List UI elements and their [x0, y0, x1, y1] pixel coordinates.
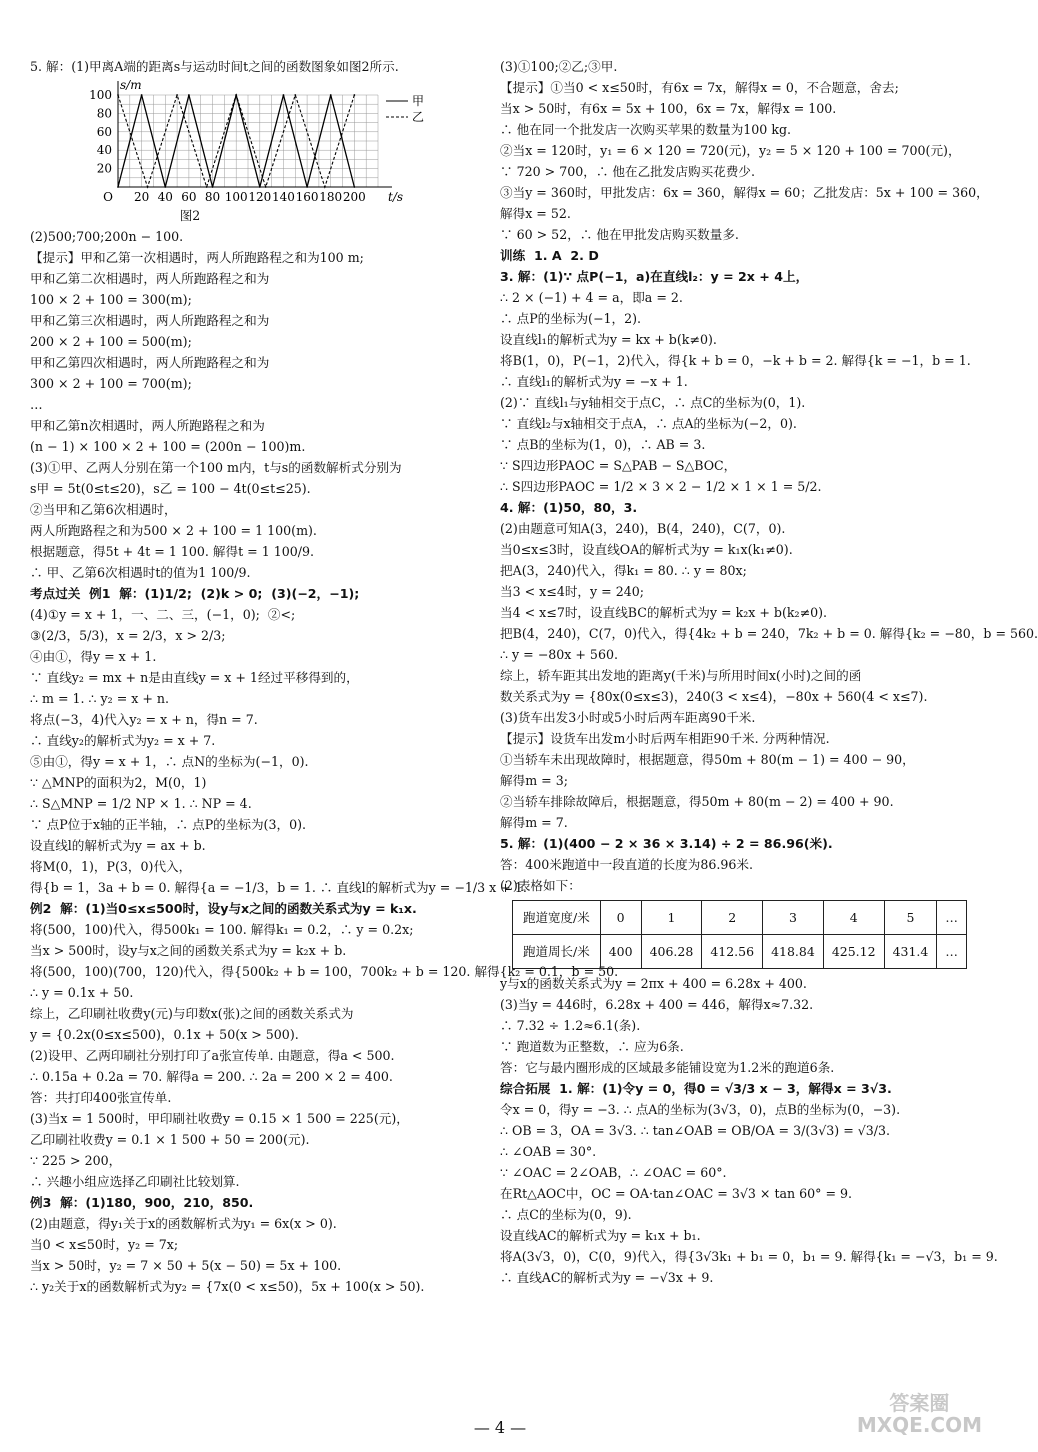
text-line: 综上，乙印刷社收费y(元)与印数x(张)之间的函数关系式为	[30, 1006, 354, 1021]
text-line: (4)①y = x + 1，一、二、三，(−1，0); ②<;	[30, 607, 296, 622]
table-cell: 跑道周长/米	[513, 935, 601, 969]
text-line: ③当y = 360时，甲批发店：6x = 360，解得x = 60；乙批发店：5x + 100 = 360，	[500, 185, 989, 200]
x-tick-label: 200	[342, 190, 366, 204]
text-line: (2)由题意，得y₁关于x的函数解析式为y₁ = 6x(x > 0).	[30, 1216, 337, 1231]
text-line: 4. 解：(1)50，80，3.	[500, 500, 638, 515]
data-point	[164, 186, 166, 188]
watermark-logo: 答案圈 MXQE.COM	[856, 1391, 982, 1437]
text-line: 300 × 2 + 100 = 700(m);	[30, 376, 192, 391]
x-tick-label: 120	[248, 190, 272, 204]
x-tick-label: 160	[295, 190, 319, 204]
x-tick-label: O	[103, 190, 113, 204]
data-point	[117, 94, 119, 96]
text-line: ④由①，得y = x + 1.	[30, 649, 157, 664]
text-line: ∴ S四边形PAOC = 1/2 × 3 × 2 − 1/2 × 1 × 1 = 5/2.	[500, 479, 822, 494]
text-line: 200 × 2 + 100 = 500(m);	[30, 334, 192, 349]
text-line: ③(2/3，5/3)，x = 2/3，x > 2/3;	[30, 628, 226, 643]
text-line: ∴ 他在同一个批发店一次购买苹果的数量为100 kg.	[500, 122, 792, 137]
text-line: 当x > 500时，设y与x之间的函数关系式为y = k₂x + b.	[30, 943, 347, 958]
text-line: 解得x = 52.	[500, 206, 571, 221]
text-line: 当0≤x≤3时，设直线OA的解析式为y = k₁x(k₁≠0).	[500, 542, 793, 557]
text-line: ∴ y = −80x + 560.	[500, 647, 618, 662]
track-table	[512, 900, 967, 969]
text-line: ∵ 跑道数为正整数，∴ 应为6条.	[500, 1039, 684, 1054]
text-line: 综上，轿车距其出发地的距离y(千米)与所用时间x(小时)之间的函	[500, 668, 862, 683]
data-point	[353, 94, 355, 96]
figure-caption: 图2	[179, 208, 201, 223]
text-line: ∵ 直线l₂与x轴相交于点A，∴ 点A的坐标为(−2，0).	[500, 416, 797, 431]
y-tick-label: 20	[96, 161, 112, 176]
text-line: 当0 < x≤50时，y₂ = 7x;	[30, 1237, 179, 1252]
text-line: 解得m = 3;	[500, 773, 568, 788]
data-point	[117, 186, 119, 188]
table-cell: 0	[600, 901, 641, 935]
data-point	[353, 186, 355, 188]
text-line: ②当轿车排除故障后，根据题意，得50m + 80(m − 2) = 400 + 90.	[500, 794, 894, 809]
text-line: 将A(3√3，0)，C(0，9)代入，得{3√3k₁ + b₁ = 0，b₁ = 9. 解得{k₁ = −√3，b₁ = 9.	[500, 1249, 998, 1264]
text-line: ∴ 点P的坐标为(−1，2).	[500, 311, 642, 326]
text-line: 甲和乙第四次相遇时，两人所跑路程之和为	[30, 355, 270, 370]
text-line: 3. 解：(1)∵ 点P(−1，a)在直线l₂：y = 2x + 4上，	[500, 269, 809, 284]
text-line: 将点(−3，4)代入y₂ = x + n，得n = 7.	[30, 712, 258, 727]
text-line: 训练 1. A 2. D	[500, 248, 599, 263]
table-cell: 431.4	[884, 935, 937, 969]
table-cell: 1	[641, 901, 702, 935]
legend-label: 甲	[412, 94, 425, 108]
y-axis-label: s/m	[120, 78, 142, 92]
data-point	[188, 94, 190, 96]
table-cell: 3	[763, 901, 824, 935]
text-line: 在Rt△AOC中，OC = OA·tan∠OAC = 3√3 × tan 60° = 9.	[500, 1186, 853, 1201]
text-line: (2)设甲、乙两印刷社分别打印了a张宣传单. 由题意，得a < 500.	[30, 1048, 395, 1063]
data-point	[141, 94, 143, 96]
x-tick-label: 20	[133, 190, 150, 204]
text-line: ∴ ∠OAB = 30°.	[500, 1144, 597, 1159]
text-line: 当x > 50时，y₂ = 7 × 50 + 5(x − 50) = 5x + 100.	[30, 1258, 342, 1273]
text-line: 将(500，100)(700，120)代入，得{500k₂ + b = 100，700k₂ + b = 120. 解得{k₂ = 0.1，b = 50.	[30, 964, 619, 979]
table-cell: …	[937, 935, 967, 969]
text-line: ①当轿车未出现故障时，根据题意，得50m + 80(m − 1) = 400 − 90，	[500, 752, 915, 767]
y-tick-label: 80	[96, 106, 112, 121]
text-line: ∵ 点P位于x轴的正半轴，∴ 点P的坐标为(3，0).	[30, 817, 307, 832]
text-line: 当3 < x≤4时，y = 240;	[500, 584, 644, 599]
line-chart	[30, 77, 482, 205]
table-cell: 5	[884, 901, 937, 935]
text-line: 得{b = 1，3a + b = 0. 解得{a = −1/3，b = 1. ∴ 直线l的解析式为y = −1/3 x + 1.	[30, 880, 527, 895]
x-tick-label: 60	[181, 190, 197, 204]
text-line: ∵ ∠OAC = 2∠OAB，∴ ∠OAC = 60°.	[500, 1165, 727, 1180]
right-column	[500, 56, 1038, 1288]
data-point	[294, 94, 296, 96]
text-line: ∴ 点C的坐标为(0，9).	[500, 1207, 632, 1222]
text-line: 两人所跑路程之和为500 × 2 + 100 = 1 100(m).	[30, 523, 317, 538]
table-cell: 425.12	[823, 935, 884, 969]
text-line: 甲和乙第三次相遇时，两人所跑路程之和为	[30, 313, 270, 328]
text-line: ∴ 直线AC的解析式为y = −√3x + 9.	[500, 1270, 714, 1285]
x-tick-label: 180	[319, 190, 343, 204]
text-line: (3)①甲、乙两人分别在第一个100 m内，t与s的函数解析式分别为	[30, 460, 402, 475]
text-line: ∴ OB = 3，OA = 3√3. ∴ tan∠OAB = OB/OA = 3/(3√3) = √3/3.	[500, 1123, 891, 1138]
table-row	[513, 901, 967, 935]
text-line: 设直线l₁的解析式为y = kx + b(k≠0).	[500, 332, 717, 347]
text-line: 答：它与最内圈形成的区域最多能铺设宽为1.2米的跑道6条.	[500, 1060, 835, 1075]
text-line: y = {0.2x(0≤x≤500)，0.1x + 50(x > 500).	[30, 1027, 299, 1042]
text-line: ∴ 甲、乙第6次相遇时t的值为1 100/9.	[30, 565, 251, 580]
data-point	[259, 186, 261, 188]
text-line: 【提示】甲和乙第一次相遇时，两人所跑路程之和为100 m;	[30, 250, 364, 265]
data-point	[265, 186, 267, 188]
text-line: 答：共打印400张宣传单.	[30, 1090, 172, 1105]
text-line: ∵ △MNP的面积为2，M(0，1)	[30, 775, 207, 790]
text-line: 考点过关 例1 解：(1)1/2; (2)k > 0; (3)(−2，−1);	[30, 586, 360, 601]
table-cell: 4	[823, 901, 884, 935]
text-line: 甲和乙第二次相遇时，两人所跑路程之和为	[30, 271, 270, 286]
text-line: ∴ y₂关于x的函数解析式为y₂ = {7x(0 < x≤50)，5x + 100(x > 50).	[30, 1279, 425, 1294]
text-line: ②当甲和乙第6次相遇时，	[30, 502, 177, 517]
text-line: 乙印刷社收费y = 0.1 × 1 500 + 50 = 200(元).	[30, 1132, 310, 1147]
page-number: — 4 —	[473, 1418, 527, 1437]
text-line: 答：400米跑道中一段直道的长度为86.96米.	[500, 857, 754, 872]
text-line: (2)表格如下：	[500, 878, 581, 893]
text-line: 当x > 50时，有6x = 5x + 100，6x = 7x，解得x = 100.	[500, 101, 837, 116]
figure-2-chart	[30, 77, 482, 205]
text-line: ∵ 225 > 200，	[30, 1153, 122, 1168]
text-line: 例3 解：(1)180，900，210，850.	[30, 1195, 254, 1210]
text-line: ∵ 直线y₂ = mx + n是由直线y = x + 1经过平移得到的，	[30, 670, 359, 685]
text-line: ∵ S四边形PAOC = S△PAB − S△BOC，	[500, 458, 737, 473]
x-tick-label: 140	[272, 190, 295, 204]
data-point	[306, 186, 308, 188]
data-point	[212, 186, 214, 188]
table-cell: 418.84	[763, 935, 824, 969]
data-point	[176, 94, 178, 96]
table-row	[513, 935, 967, 969]
text-line: (3)当x = 1 500时，甲印刷社收费y = 0.15 × 1 500 = 225(元)，	[30, 1111, 409, 1126]
text-line: 把B(4，240)，C(7，0)代入，得{4k₂ + b = 240，7k₂ + b = 0. 解得{k₂ = −80，b = 560.	[500, 626, 1038, 641]
x-tick-label: 100	[224, 190, 248, 204]
text-line: 根据题意，得5t + 4t = 1 100. 解得t = 1 100/9.	[30, 544, 315, 559]
data-point	[324, 186, 326, 188]
text-line: s甲 = 5t(0≤t≤20)，s乙 = 100 − 4t(0≤t≤25).	[30, 481, 311, 496]
text-line: 将M(0，1)，P(3，0)代入，	[30, 859, 192, 874]
text-line: 设直线l的解析式为y = ax + b.	[30, 838, 206, 853]
text-line: ∴ m = 1. ∴ y₂ = x + n.	[30, 691, 170, 706]
text-line: ∴ 直线y₂的解析式为y₂ = x + 7.	[30, 733, 216, 748]
text-line: ∴ 兴趣小组应选择乙印刷社比较划算.	[30, 1174, 240, 1189]
data-point	[330, 94, 332, 96]
text-line: …	[30, 397, 43, 412]
text-line: (3)①100;②乙;③甲.	[500, 59, 618, 74]
x-tick-label: 80	[204, 190, 221, 204]
y-tick-label: 40	[96, 143, 112, 158]
text-line: 设直线AC的解析式为y = k₁x + b₁.	[500, 1228, 701, 1243]
x-axis-label: t/s	[388, 190, 404, 204]
text-line: ②当x = 120时，y₁ = 6 × 120 = 720(元)，y₂ = 5 × 120 + 100 = 700(元)，	[500, 143, 961, 158]
text-line: 100 × 2 + 100 = 300(m);	[30, 292, 192, 307]
text-line: ∵ 60 > 52，∴ 他在甲批发店购买数量多.	[500, 227, 739, 242]
text-line: 数关系式为y = {80x(0≤x≤3)，240(3 < x≤4)，−80x + 560(4 < x≤7).	[500, 689, 928, 704]
table-cell: 跑道宽度/米	[513, 901, 601, 935]
text-line: 【提示】①当0 < x≤50时，有6x = 7x，解得x = 0，不合题意，舍去;	[500, 80, 899, 95]
text-line: (3)当y = 446时，6.28x + 400 = 446，解得x≈7.32.	[500, 997, 814, 1012]
data-point	[283, 94, 285, 96]
text-line: ∴ 2 × (−1) + 4 = a，即a = 2.	[500, 290, 683, 305]
text-line: ∴ S△MNP = 1/2 NP × 1. ∴ NP = 4.	[30, 796, 252, 811]
data-point	[147, 186, 149, 188]
table-cell: 400	[600, 935, 641, 969]
text-line: (3)货车出发3小时或5小时后两车距离90千米.	[500, 710, 756, 725]
text-line: ∴ 直线l₁的解析式为y = −x + 1.	[500, 374, 688, 389]
table-cell: 406.28	[641, 935, 702, 969]
text-line: ∴ 0.15a + 0.2a = 70. 解得a = 200. ∴ 2a = 200 × 2 = 400.	[30, 1069, 393, 1084]
text-line: ∵ 点B的坐标为(1，0)，∴ AB = 3.	[500, 437, 706, 452]
text-line: 甲和乙第n次相遇时，两人所跑路程之和为	[30, 418, 265, 433]
legend-label: 乙	[412, 110, 425, 124]
data-point	[235, 94, 237, 96]
y-tick-label: 100	[89, 88, 112, 102]
data-point	[206, 186, 208, 188]
text-line: 令x = 0，得y = −3. ∴ 点A的坐标为(3√3，0)，点B的坐标为(0，−3).	[500, 1102, 901, 1117]
table-cell: …	[937, 901, 967, 935]
y-tick-label: 60	[96, 124, 112, 139]
text-line: (n − 1) × 100 × 2 + 100 = (200n − 100)m.	[30, 439, 306, 454]
text-line: 将B(1，0)，P(−1，2)代入，得{k + b = 0，−k + b = 2. 解得{k = −1，b = 1.	[500, 353, 971, 368]
right-body-bottom	[500, 973, 998, 1288]
problem-5-line: 5. 解：(1)甲离A端的距离s与运动时间t之间的函数图象如图2所示.	[30, 59, 399, 74]
text-line: ∵ 720 > 700，∴ 他在乙批发店购买花费少.	[500, 164, 755, 179]
text-line: 【提示】设货车出发m小时后两车相距90千米. 分两种情况.	[500, 731, 830, 746]
x-tick-label: 40	[157, 190, 173, 204]
text-line: y与x的函数关系式为y = 2πx + 400 = 6.28x + 400.	[500, 976, 807, 991]
table-cell: 2	[702, 901, 763, 935]
text-line: 5. 解：(1)(400 − 2 × 36 × 3.14) ÷ 2 = 86.96(米).	[500, 836, 833, 851]
text-line: ∴ 7.32 ÷ 1.2≈6.1(条).	[500, 1018, 641, 1033]
text-line: ∴ y = 0.1x + 50.	[30, 985, 134, 1000]
text-line: 解得m = 7.	[500, 815, 568, 830]
right-body-top	[500, 56, 1038, 896]
text-line: 把A(3，240)代入，得k₁ = 80. ∴ y = 80x;	[500, 563, 747, 578]
text-line: 综合拓展 1. 解：(1)令y = 0，得0 = √3/3 x − 3，解得x = 3√3.	[500, 1081, 892, 1096]
text-line: 将(500，100)代入，得500k₁ = 100. 解得k₁ = 0.2，∴ y = 0.2x;	[30, 922, 414, 937]
text-line: (2)∵ 直线l₁与y轴相交于点C，∴ 点C的坐标为(0，1).	[500, 395, 806, 410]
text-line: 例2 解：(1)当0≤x≤500时，设y与x之间的函数关系式为y = k₁x.	[30, 901, 417, 916]
text-line: 当4 < x≤7时，设直线BC的解析式为y = k₂x + b(k₂≠0).	[500, 605, 828, 620]
text-line: ⑤由①，得y = x + 1，∴ 点N的坐标为(−1，0).	[30, 754, 309, 769]
table-cell: 412.56	[702, 935, 763, 969]
text-line: (2)由题意可知A(3，240)，B(4，240)，C(7，0).	[500, 521, 786, 536]
text-line: (2)500;700;200n − 100.	[30, 229, 184, 244]
